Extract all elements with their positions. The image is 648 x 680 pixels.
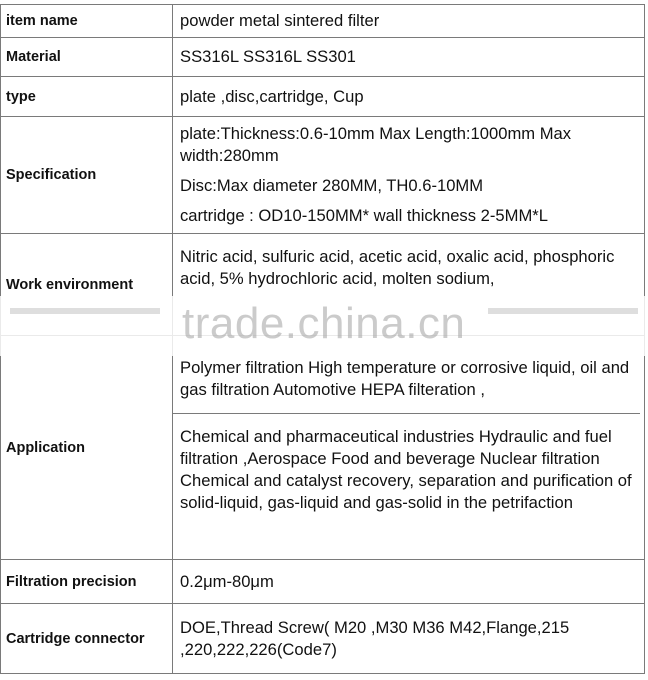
row-key-item-name: item name (1, 5, 173, 38)
watermark-dash-right (488, 308, 638, 314)
table-row (1, 77, 645, 117)
application-text-2: Chemical and pharmaceutical industries Hydraulic and fuel filtration ,Aerospace Food and beverage Nuclear filtration Chemical and catalyst recovery, separation and purification of solid-liquid, gas-liquid and gas-solid in the petrifaction (180, 427, 632, 512)
table-row (1, 117, 645, 234)
table-row (1, 560, 645, 604)
row-value-material: SS316L SS316L SS301 (173, 38, 645, 77)
row-value-cartridge-connector: DOE,Thread Screw( M20 ,M30 M36 M42,Flange,215 ,220,222,226(Code7) (173, 604, 645, 674)
spec-disc-text: Disc:Max diameter 280MM, TH0.6-10MM (180, 176, 484, 195)
row-value-work-environment: Nitric acid, sulfuric acid, acetic acid, oxalic acid, phosphoric acid, 5% hydrochloric acid, molten sodium, (173, 234, 645, 336)
table-row (1, 336, 645, 560)
spec-cartridge-text: cartridge : OD10-150MM* wall thickness 2-5MM*L (180, 206, 548, 225)
row-key-work-environment: Work environment (1, 234, 173, 336)
table-row (1, 5, 645, 38)
row-key-material: Material (1, 38, 173, 77)
watermark-text: trade.china.cn (182, 299, 466, 348)
row-key-filtration-precision: Filtration precision (1, 560, 173, 604)
row-value-type: plate ,disc,cartridge, Cup (173, 77, 645, 117)
table-row (1, 38, 645, 77)
table-row (1, 604, 645, 674)
row-key-application: Application (1, 336, 173, 560)
spec-plate-text: plate:Thickness:0.6-10mm Max Length:1000mm Max width:280mm (180, 124, 572, 165)
watermark-dash-left (10, 308, 160, 314)
row-key-specification: Specification (1, 117, 173, 234)
row-value-specification (173, 117, 645, 234)
row-key-cartridge-connector: Cartridge connector (1, 604, 173, 674)
application-text-1: Polymer filtration High temperature or corrosive liquid, oil and gas filtration Automotive HEPA filteration , (180, 358, 630, 399)
row-key-type: type (1, 77, 173, 117)
row-value-filtration-precision: 0.2μm-80μm (173, 560, 645, 604)
row-value-application (173, 336, 645, 560)
row-value-item-name: powder metal sintered filter (173, 5, 645, 38)
